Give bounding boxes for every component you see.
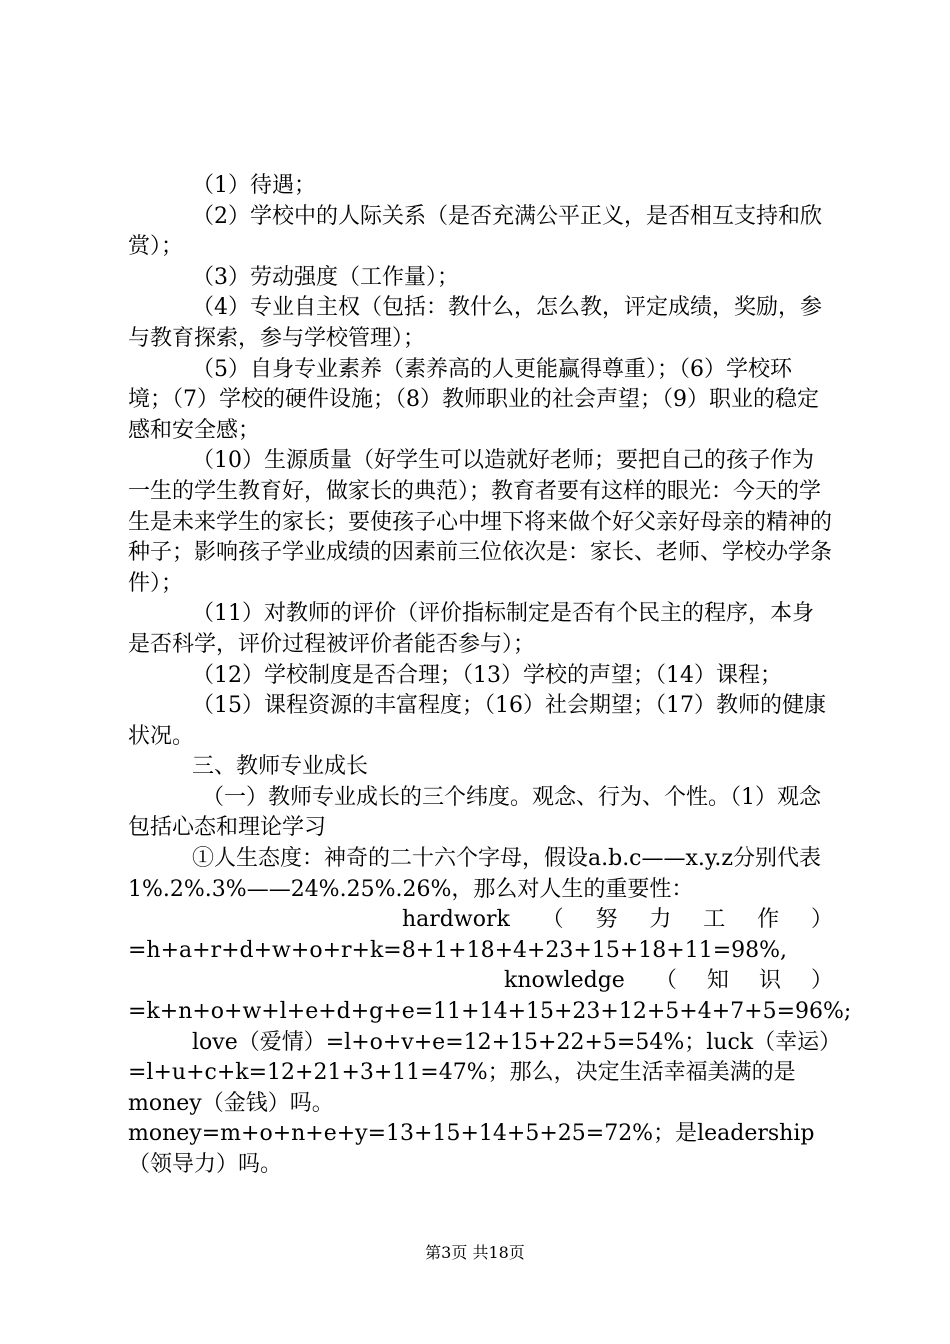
paragraph: （12）学校制度是否合理；（13）学校的声望；（14）课程；: [192, 662, 782, 688]
paragraph: ①人生态度：神奇的二十六个字母，假设a.b.c——x.y.z分别代表1%.2%.3%——24%.25%.26%，那么对人生的重要性：: [128, 846, 821, 902]
section-heading: 三、教师专业成长: [192, 754, 369, 780]
paragraph: （11）对教师的评价（评价指标制定是否有个民主的程序，本身是否科学，评价过程被评价者能否参与）；: [128, 601, 814, 657]
document-body: [128, 171, 852, 1181]
paragraph: hardwork（努力工作）=h+a+r+d+w+o+r+k=8+1+18+4+23+15+18+11=98%,: [128, 907, 833, 963]
paragraph: （2）学校中的人际关系（是否充满公平正义，是否相互支持和欣赏）；: [128, 203, 822, 260]
paragraph: knowledge（知识）=k+n+o+w+l+e+d+g+e=11+14+15+23+12+5+4+7+5=96%;: [128, 968, 852, 1025]
paragraph: （3）劳动强度（工作量）；: [192, 264, 459, 290]
paragraph: （5）自身专业素养（素养高的人更能赢得尊重）；（6）学校环境；（7）学校的硬件设施；（8）教师职业的社会声望；（9）职业的稳定感和安全感；: [128, 356, 819, 443]
paragraph: （15）课程资源的丰富程度；（16）社会期望；（17）教师的健康状况。: [128, 693, 826, 749]
paragraph: love（爱情）=l+o+v+e=12+15+22+5=54%；luck（幸运）=l+u+c+k=12+21+3+11=47%；那么，决定生活幸福美满的是money（金钱）吗。money=m+o+n+e+y=13+15+14+5+25=72%；是leadership（领导力）吗。: [128, 1029, 831, 1177]
page-footer: 第3页 共18页: [425, 1243, 525, 1262]
paragraph: （一）教师专业成长的三个纬度。观念、行为、个性。（1）观念包括心态和理论学习: [128, 784, 821, 841]
paragraph: （1）待遇；: [192, 173, 316, 198]
paragraph: （10）生源质量（好学生可以造就好老师；要把自己的孩子作为一生的学生教育好，做家长的典范）；教育者要有这样的眼光：今天的学生是未来学生的家长；要使孩子心中埋下将来做个好父亲好母亲的精神的种子；影响孩子学业成绩的因素前三位依次是：家长、老师、学校办学条件）；: [128, 448, 833, 596]
paragraph: （4）专业自主权（包括：教什么，怎么教，评定成绩，奖励，参与教育探索，参与学校管理）；: [128, 295, 822, 351]
